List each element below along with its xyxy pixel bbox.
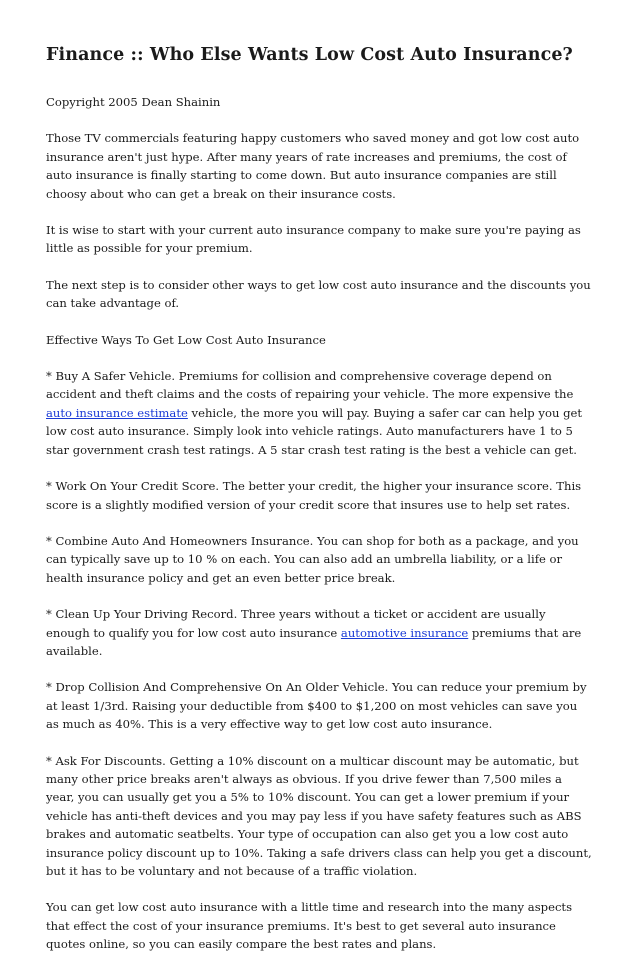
current-company-paragraph: It is wise to start with your current auto insurance company to make sure you're paying as little as possible for your premium.	[46, 223, 581, 256]
tip-safer-vehicle-text-end: vehicle, the more you will pay. Buying a safer car can help you get low cost auto insurance. Simply look into vehicle ratings. Auto manufacturers have 1 to 5 star government crash test ratings. A 5 star crash test rating is the best a vehicle can get.	[46, 405, 583, 457]
tip-safer-vehicle-text-start: * Buy A Safer Vehicle. Premiums for collision and comprehensive coverage depend on accident and theft claims and the costs of repairing your vehicle. The more expensive the	[46, 369, 574, 402]
tip-safer-vehicle	[46, 367, 592, 459]
copyright-line: Copyright 2005 Dean Shainin	[46, 95, 221, 109]
automotive-insurance-link[interactable]: automotive insurance	[340, 625, 469, 640]
intro-paragraph: Those TV commercials featuring happy customers who saved money and got low cost auto insurance aren't just hype. After many years of rate increases and premiums, the cost of auto insurance is finally starting to come down. But auto insurance companies are still choosy about who can get a break on their insurance costs.	[46, 131, 580, 201]
tip-ask-discounts: * Ask For Discounts. Getting a 10% discount on a multicar discount may be automatic, but many other price breaks aren't always as obvious. If you drive fewer than 7,500 miles a year, you can usually get you a 5% to 10% discount. You can get a lower premium if your vehicle has anti-theft devices and you may pay less if you have safety features such as ABS brakes and automatic seatbelts. Your type of occupation can also get you a low cost auto insurance policy discount up to 10%. Taking a safe drivers class can help you get a discount, but it has to be voluntary and not because of a traffic violation.	[46, 753, 592, 878]
article-title: Finance :: Who Else Wants Low Cost Auto Insurance?	[46, 45, 573, 65]
tip-credit-score: * Work On Your Credit Score. The better your credit, the higher your insurance score. This score is a slightly modified version of your credit score that insures use to help set rates.	[46, 479, 582, 512]
tip-drop-collision: * Drop Collision And Comprehensive On An Older Vehicle. You can reduce your premium by at least 1/3rd. Raising your deductible from $400 to $1,200 on most vehicles can save you as much as 40%. This is a very effective way to get low cost auto insurance.	[46, 680, 587, 732]
tip-driving-record-text-start: * Clean Up Your Driving Record. Three years without a ticket or accident are usually enough to qualify you for low cost auto insurance	[46, 607, 546, 640]
next-step-paragraph: The next step is to consider other ways to get low cost auto insurance and the discounts you can take advantage of.	[46, 277, 591, 311]
section-heading: Effective Ways To Get Low Cost Auto Insurance	[46, 332, 326, 347]
tip-driving-record	[46, 605, 592, 660]
tip-driving-record-text-end: premiums that are available.	[46, 625, 582, 658]
conclusion-paragraph: You can get low cost auto insurance with a little time and research into the many aspects that effect the cost of your insurance premiums. It's best to get several auto insurance quotes online, so you can easily compare the best rates and plans.	[46, 900, 573, 952]
tip-combine-insurance: * Combine Auto And Homeowners Insurance. You can shop for both as a package, and you can typically save up to 10 % on each. You can also add an umbrella liability, or a life or health insurance policy and get an even better price break.	[46, 533, 579, 585]
auto-insurance-estimate-link[interactable]: auto insurance estimate	[46, 405, 188, 420]
